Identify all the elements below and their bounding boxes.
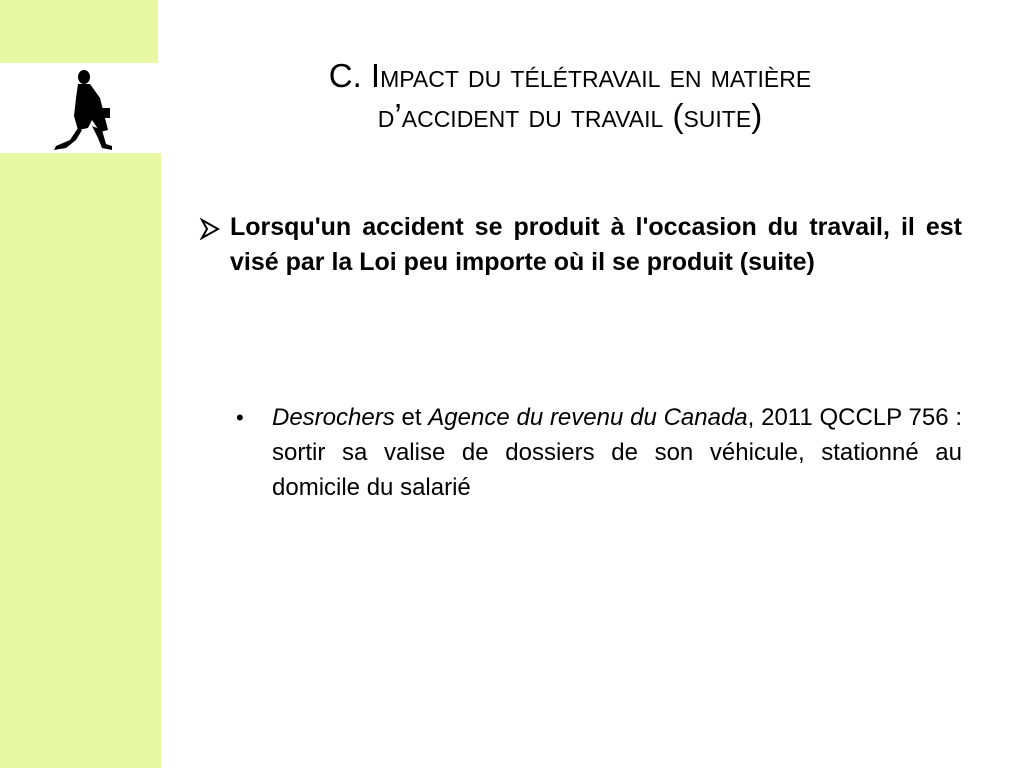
slide-title [240, 56, 900, 136]
main-bullet-item [190, 210, 962, 280]
slide-title-line-1: C. Impact du télétravail en matière [328, 57, 812, 94]
sidebar-top-band [0, 0, 158, 63]
case-description: , 2011 QCCLP 756 : sortir sa valise de dossiers de son véhicule, stationné au domicile du salarié [272, 404, 963, 501]
case-name-desrochers: Desrochers [272, 404, 395, 431]
case-name-agence: Agence du revenu du Canada [428, 404, 748, 431]
case-connector: et [394, 404, 429, 431]
arrow-bullet-icon [190, 210, 230, 240]
main-bullet-text: Lorsqu'un accident se produit à l'occasion du travail, il est visé par la Loi peu importe où il se produit (suite) [230, 213, 962, 276]
walking-man-silhouette-icon [48, 68, 118, 152]
sub-bullet-item [236, 400, 962, 505]
sub-bullet-text [272, 400, 962, 505]
sidebar-bottom-band [0, 153, 161, 768]
slide-title-line-2: d’accident du travail (suite) [377, 97, 763, 134]
sub-bullet-marker: • [236, 405, 244, 430]
